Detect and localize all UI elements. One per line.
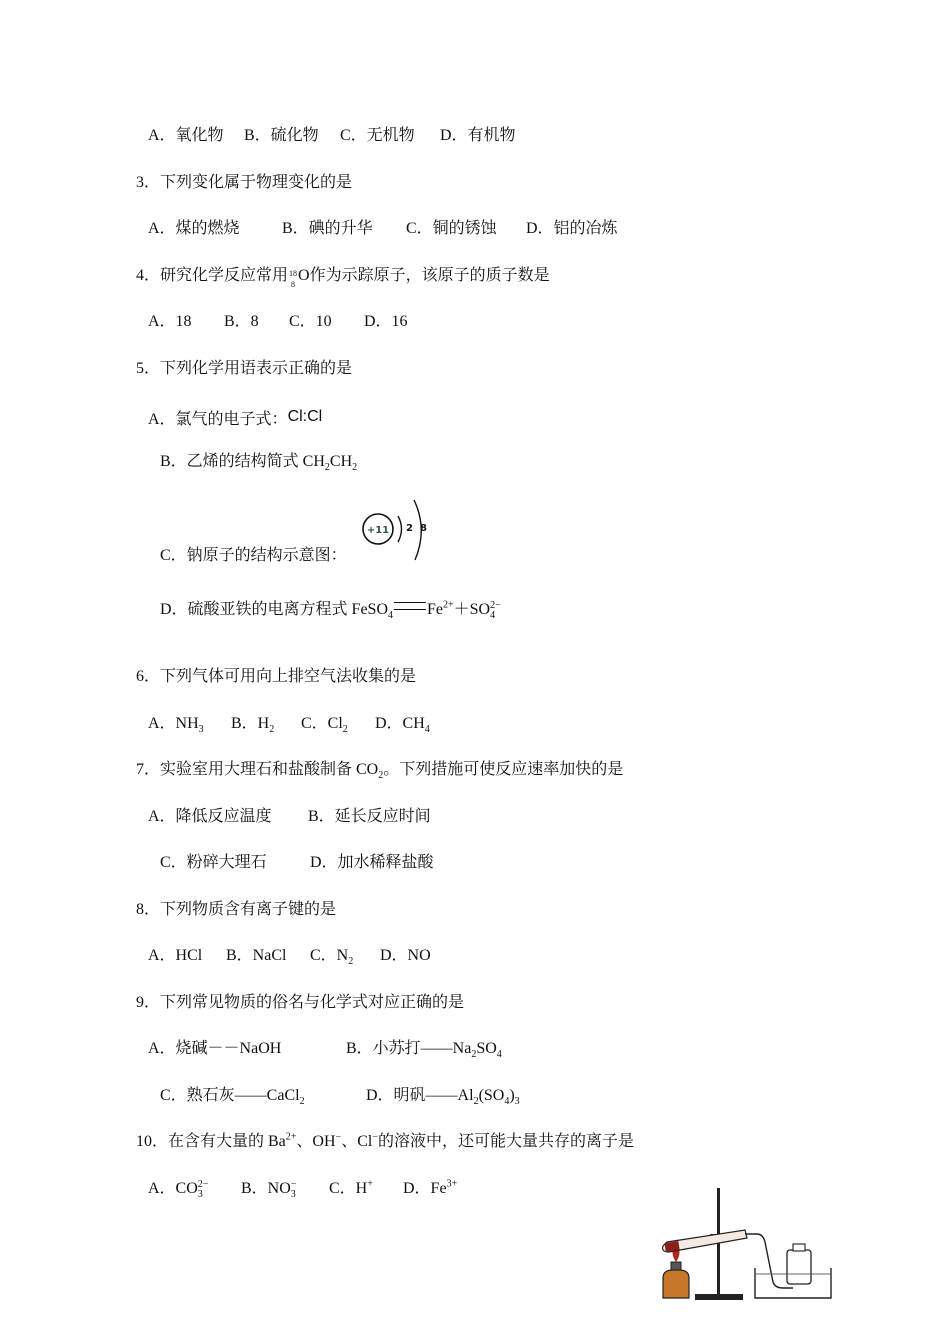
q9-option-b-mid: SO — [476, 1040, 497, 1057]
q4-isotope-mass: 18 — [289, 269, 298, 278]
q10-stem-d: 的溶液中，还可能大量共存的离子是 — [377, 1133, 634, 1150]
q6-option-b — [231, 714, 301, 734]
q9-option-c-label: C．熟石灰——CaCl — [160, 1087, 300, 1104]
q4-options — [148, 312, 408, 332]
q6-option-d — [375, 714, 430, 734]
q5-option-b-text: B．乙烯的结构简式 CH — [160, 453, 325, 470]
q4-stem — [136, 266, 550, 289]
q10-option-d-label: D．Fe — [403, 1180, 447, 1197]
q8-option-d — [380, 946, 431, 966]
q3-stem: 3．下列变化属于物理变化的是 — [136, 174, 353, 191]
q5-option-b-sub1: 2 — [324, 462, 330, 474]
q8-stem: 8．下列物质含有离子键的是 — [136, 901, 337, 918]
q4-option-a: A．18 — [148, 313, 192, 330]
q10-stem-c: 、Cl — [341, 1133, 373, 1150]
q8-option-c — [310, 946, 380, 966]
alcohol-lamp-neck — [671, 1262, 681, 1270]
q9-option-d-end: ) — [509, 1087, 515, 1104]
q7-stem — [136, 760, 623, 780]
q7-stem-after: 。下列措施可使反应速率加快的是 — [383, 761, 624, 778]
q9-option-c-sub: 2 — [299, 1096, 305, 1108]
q9-stem: 9．下列常见物质的俗名与化学式对应正确的是 — [136, 994, 465, 1011]
q9-option-d-sub2: 4 — [504, 1096, 510, 1108]
q5-option-b-sub2: 2 — [352, 462, 358, 474]
q9-option-a: A．烧碱－－NaOH — [148, 1040, 282, 1057]
q7-options-row1 — [148, 807, 431, 827]
q10-option-c — [329, 1179, 403, 1199]
q7-stem-before: 7．实验室用大理石和盐酸制备 CO — [136, 761, 379, 778]
atom-shell2-count: 8 — [420, 523, 427, 534]
q8-option-d-label: D．NO — [380, 947, 431, 964]
q5-option-b — [160, 452, 357, 472]
q5-option-d-text: D．硫酸亚铁的电离方程式 FeSO — [160, 601, 389, 618]
q7-option-a: A．降低反应温度 — [148, 808, 272, 825]
q7-stem-sub: 2 — [378, 770, 384, 782]
q8-option-a — [148, 946, 226, 966]
q8-option-b-label: B．NaCl — [226, 947, 287, 964]
q9-option-c — [160, 1086, 366, 1106]
q10-option-b-label: B．NO — [241, 1180, 291, 1197]
q5-option-d-so4-sub: 4 — [490, 610, 496, 622]
q5-option-b-mid: CH — [329, 453, 353, 470]
q10-option-c-sup: + — [367, 1178, 373, 1190]
q3-option-c: C．铜的锈蚀 — [406, 220, 497, 237]
q9-option-b-label: B．小苏打——Na — [346, 1040, 472, 1057]
q9-option-d-sub3: 3 — [514, 1096, 520, 1108]
q6-option-a — [148, 714, 231, 734]
q4-stem-before: 4．研究化学反应常用 — [136, 267, 289, 284]
q5-option-d-fe: Fe — [427, 601, 444, 618]
q8-options — [148, 946, 431, 966]
q10-option-a-sub: 3 — [197, 1189, 203, 1201]
q4-option-c: C．10 — [289, 313, 332, 330]
q5-option-d-sub: 4 — [388, 610, 394, 622]
alcohol-lamp-icon — [663, 1270, 689, 1298]
q5-option-d — [160, 600, 501, 620]
q10-options — [148, 1179, 457, 1199]
q9-option-b-sub1: 2 — [471, 1049, 477, 1061]
q9-option-d-mid: (SO — [478, 1087, 505, 1104]
q6-option-c-label: C．Cl — [301, 715, 343, 732]
q4-option-b: B．8 — [224, 313, 259, 330]
q9-option-d — [366, 1086, 520, 1106]
q10-stem-a-sup: 2+ — [285, 1131, 297, 1143]
q4-stem-after: 作为示踪原子，该原子的质子数是 — [309, 267, 550, 284]
q7-option-b: B．延长反应时间 — [308, 808, 431, 825]
gas-collection-bottle-icon — [787, 1250, 811, 1284]
q6-option-c — [301, 714, 375, 734]
q10-option-a-label: A．CO — [148, 1180, 198, 1197]
q4-isotope-atomic: 8 — [291, 280, 296, 289]
q2-option-d: D．有机物 — [440, 127, 516, 144]
q4-isotope-symbol: O — [298, 267, 310, 284]
q10-option-a — [148, 1179, 241, 1199]
q3-options — [148, 219, 618, 239]
q10-stem-c-sup: − — [372, 1131, 378, 1143]
q2-option-c: C．无机物 — [340, 127, 415, 144]
q7-option-d: D．加水稀释盐酸 — [310, 854, 434, 871]
q3-option-b: B．碘的升华 — [282, 220, 373, 237]
q6-option-a-sub: 3 — [198, 724, 204, 736]
q5-stem: 5．下列化学用语表示正确的是 — [136, 360, 353, 377]
atom-shell1-count: 2 — [406, 523, 413, 534]
q6-option-d-sub: 4 — [424, 724, 430, 736]
q8-option-a-label: A．HCl — [148, 947, 203, 964]
q6-stem: 6．下列气体可用向上排空气法收集的是 — [136, 668, 417, 685]
delivery-tube — [745, 1234, 793, 1288]
q10-option-b-sub: 3 — [290, 1189, 296, 1201]
q5-option-a-formula: Cl:Cl — [287, 408, 323, 425]
q5-option-a-label: A．氯气的电子式： — [148, 411, 288, 428]
q10-option-a-sup: 2− — [197, 1178, 209, 1190]
equals-sign-icon — [394, 602, 426, 610]
q9-option-d-sub1: 2 — [473, 1096, 479, 1108]
q6-option-b-label: B．H — [231, 715, 270, 732]
q9-options-row2 — [160, 1086, 520, 1106]
q9-option-b-sub2: 4 — [496, 1049, 502, 1061]
q5-option-d-plus: ＋SO — [453, 601, 491, 618]
q10-option-b — [241, 1179, 329, 1199]
gas-bottle-neck — [793, 1244, 805, 1251]
q6-options — [148, 714, 430, 734]
q10-stem-b: 、OH — [296, 1133, 336, 1150]
q2-option-b: B．硫化物 — [244, 127, 319, 144]
q4-option-d: D．16 — [364, 313, 408, 330]
q6-option-c-sub: 2 — [342, 724, 348, 736]
q10-option-c-label: C．H — [329, 1180, 368, 1197]
q4-isotope — [288, 266, 298, 289]
q7-option-c: C．粉碎大理石 — [160, 854, 267, 871]
q2-option-a: A．氧化物 — [148, 127, 224, 144]
q3-option-a: A．煤的燃烧 — [148, 220, 240, 237]
q5-option-c: C．钠原子的结构示意图： — [160, 547, 347, 564]
q5-option-d-so4-sup: 2− — [490, 599, 501, 611]
q8-option-b — [226, 946, 310, 966]
q5-option-a — [148, 407, 322, 430]
q10-stem-b-sup: − — [335, 1131, 342, 1143]
q9-option-b — [346, 1039, 502, 1059]
q10-option-b-sup: − — [290, 1178, 297, 1190]
q10-option-d — [403, 1179, 457, 1199]
q2-options — [148, 126, 516, 146]
q10-stem — [136, 1132, 634, 1152]
q5-option-d-fe-sup: 2+ — [443, 599, 454, 611]
q8-option-c-label: C．N — [310, 947, 349, 964]
lab-apparatus-illustration — [655, 1186, 835, 1306]
q9-options-row1 — [148, 1039, 502, 1059]
atom-shell1-arc — [398, 516, 402, 542]
sodium-atom-diagram — [358, 494, 438, 566]
atom-nucleus-label: +11 — [366, 525, 390, 536]
q9-option-d-label: D．明矾——Al — [366, 1087, 474, 1104]
q7-options-row2 — [160, 853, 434, 873]
q3-option-d: D．铝的冶炼 — [526, 220, 618, 237]
q6-option-b-sub: 2 — [269, 724, 275, 736]
q10-stem-a: 10．在含有大量的 Ba — [136, 1133, 286, 1150]
q6-option-d-label: D．CH — [375, 715, 425, 732]
q8-option-c-sub: 2 — [348, 956, 354, 968]
q6-option-a-label: A．NH — [148, 715, 199, 732]
q10-option-d-sup: 3+ — [446, 1178, 458, 1190]
